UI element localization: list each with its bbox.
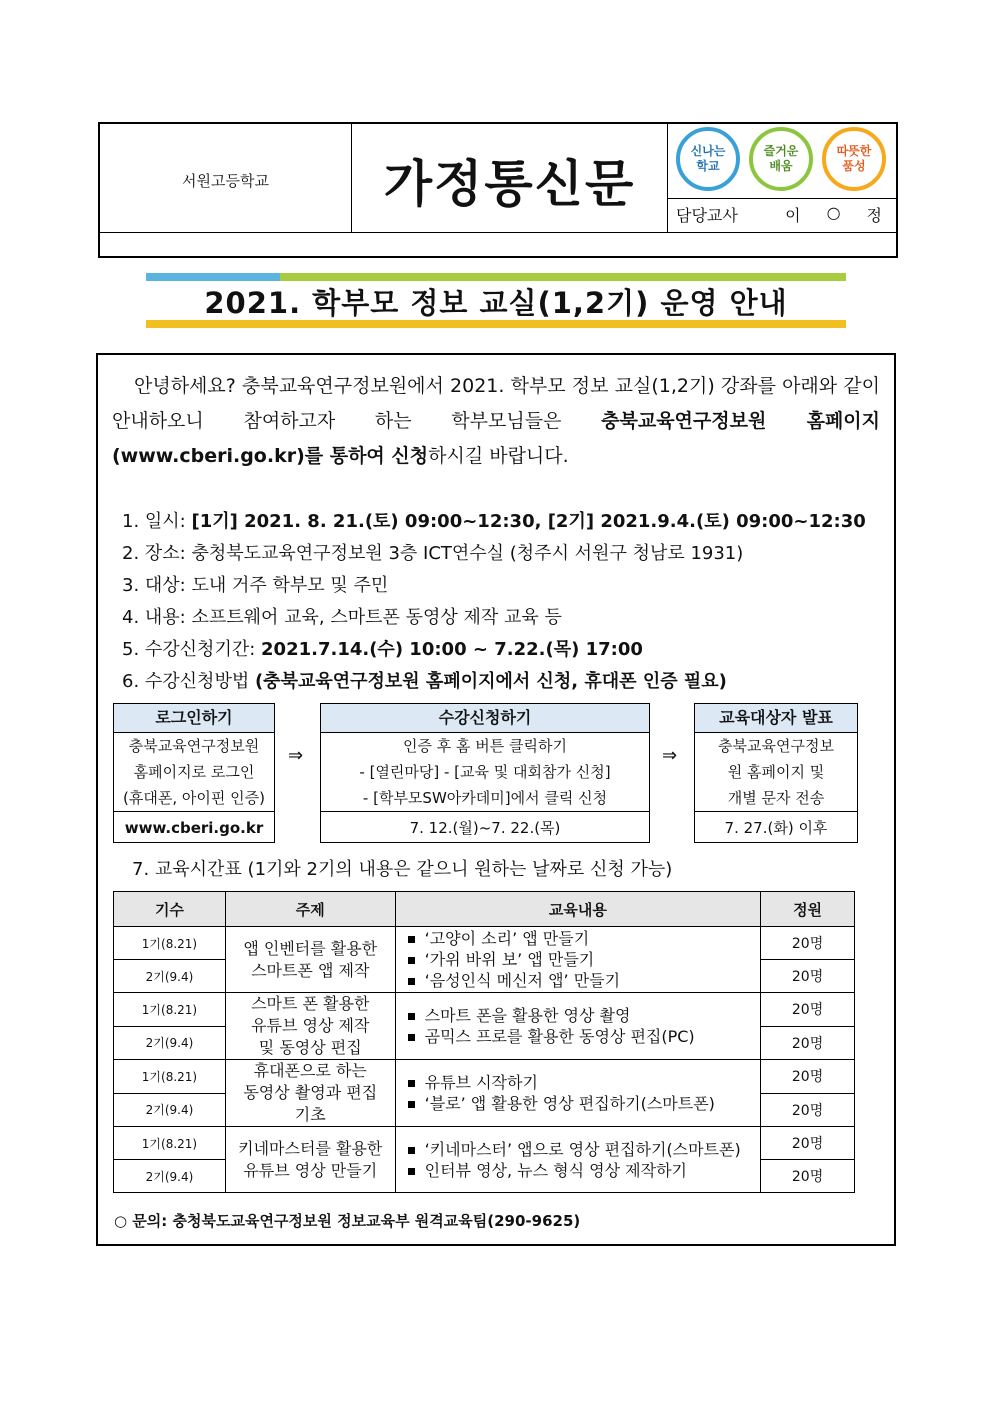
schedule-table bbox=[113, 891, 855, 1193]
capacity-cell: 20명 bbox=[761, 993, 855, 1027]
intro-paragraph bbox=[112, 369, 880, 474]
bullet-square-icon bbox=[408, 1034, 415, 1041]
term-cell: 2기(9.4) bbox=[114, 1160, 226, 1193]
flow-arrow-1: ⇒ bbox=[288, 745, 304, 766]
teacher-name-1: 이 bbox=[785, 206, 801, 225]
term-cell: 1기(8.21) bbox=[114, 993, 226, 1027]
bullet-square-icon bbox=[408, 1147, 415, 1154]
capacity-cell: 20명 bbox=[761, 1093, 855, 1127]
capacity-cell: 20명 bbox=[761, 927, 855, 960]
info-item-5: 5. 수강신청기간: 2021.7.14.(수) 10:00 ~ 7.22.(목) 17:00 bbox=[122, 639, 643, 660]
contact-info: ○ 문의: 충청북도교육연구정보원 정보교육부 원격교육팀(290-9625) bbox=[114, 1212, 581, 1230]
content-item: 곰믹스 프로를 활용한 동영상 편집(PC) bbox=[408, 1026, 760, 1047]
info-item-4: 4. 내용: 소프트웨어 교육, 스마트폰 동영상 제작 교육 등 bbox=[122, 607, 562, 628]
flow-arrow-2: ⇒ bbox=[662, 745, 678, 766]
topic-cell: 스마트 폰 활용한 유튜브 영상 제작 및 동영상 편집 bbox=[225, 993, 395, 1060]
content-box bbox=[96, 353, 896, 1246]
content-item: ‘가위 바위 보’ 앱 만들기 bbox=[408, 949, 760, 970]
header-topic: 주제 bbox=[225, 892, 395, 927]
capacity-cell: 20명 bbox=[761, 1026, 855, 1060]
table-row bbox=[114, 993, 855, 1027]
capacity-cell: 20명 bbox=[761, 960, 855, 993]
header-capacity: 정원 bbox=[761, 892, 855, 927]
bullet-square-icon bbox=[408, 1101, 415, 1108]
school-name: 서원고등학교 bbox=[182, 172, 269, 190]
teacher-label: 담당교사 bbox=[676, 206, 738, 225]
bullet-square-icon bbox=[408, 1080, 415, 1087]
info-item-3: 3. 대상: 도내 거주 학부모 및 주민 bbox=[122, 575, 389, 596]
topic-cell: 휴대폰으로 하는 동영상 촬영과 편집 기초 bbox=[225, 1060, 395, 1127]
slogan-badge-3: 따뜻한 품성 bbox=[822, 127, 886, 191]
content-item: ‘블로’ 앱 활용한 영상 편집하기(스마트폰) bbox=[408, 1093, 760, 1114]
content-item: 인터뷰 영상, 뉴스 형식 영상 제작하기 bbox=[408, 1160, 760, 1181]
content-item: ‘고양이 소리’ 앱 만들기 bbox=[408, 928, 760, 949]
schedule-title: 7. 교육시간표 (1기와 2기의 내용은 같으니 원하는 날짜로 신청 가능) bbox=[132, 859, 673, 880]
table-header-row bbox=[114, 892, 855, 927]
content-cell bbox=[395, 1127, 760, 1193]
bullet-square-icon bbox=[408, 1168, 415, 1175]
slogan-badge-1: 신나는 학교 bbox=[676, 127, 740, 191]
bullet-square-icon bbox=[408, 957, 415, 964]
bullet-square-icon bbox=[408, 1013, 415, 1020]
content-cell bbox=[395, 927, 760, 993]
topic-cell: 앱 인벤터를 활용한 스마트폰 앱 제작 bbox=[225, 927, 395, 993]
teacher-name-2: ○ bbox=[826, 203, 841, 222]
content-item: ‘음성인식 메신저 앱’ 만들기 bbox=[408, 970, 760, 991]
bullet-square-icon bbox=[408, 936, 415, 943]
table-row bbox=[114, 1127, 855, 1160]
info-item-6: 6. 수강신청방법 (충북교육연구정보원 홈페이지에서 신청, 휴대폰 인증 필요) bbox=[122, 671, 727, 692]
notice-title: 가정통신문 bbox=[383, 155, 636, 213]
term-cell: 2기(9.4) bbox=[114, 1093, 226, 1127]
title-bar-blue bbox=[146, 273, 280, 281]
teacher-name-3: 정 bbox=[866, 206, 882, 225]
capacity-cell: 20명 bbox=[761, 1160, 855, 1193]
flow-step-register: 수강신청하기 인증 후 홈 버튼 클릭하기 - [열린마당] - [교육 및 대회참가 신청] - [학부모SW아카데미]에서 클릭 신청 7. 12.(월)~7. 22.(목) bbox=[320, 703, 650, 843]
content-item: ‘키네마스터’ 앱으로 영상 편집하기(스마트폰) bbox=[408, 1139, 760, 1160]
term-cell: 1기(8.21) bbox=[114, 1127, 226, 1160]
header-term: 기수 bbox=[114, 892, 226, 927]
info-item-1: 1. 일시: [1기] 2021. 8. 21.(토) 09:00~12:30, [2기] 2021.9.4.(토) 09:00~12:30 bbox=[122, 511, 866, 532]
document-title: 2021. 학부모 정보 교실(1,2기) 운영 안내 bbox=[204, 286, 788, 320]
content-item: 유튜브 시작하기 bbox=[408, 1072, 760, 1093]
login-url: www.cberi.go.kr bbox=[124, 819, 264, 837]
header-box bbox=[98, 122, 898, 258]
bullet-square-icon bbox=[408, 978, 415, 985]
term-cell: 1기(8.21) bbox=[114, 1060, 226, 1094]
table-row bbox=[114, 1060, 855, 1094]
topic-cell: 키네마스터를 활용한 유튜브 영상 만들기 bbox=[225, 1127, 395, 1193]
info-item-2: 2. 장소: 충청북도교육연구정보원 3층 ICT연수실 (청주시 서원구 청남로 1931) bbox=[122, 543, 744, 564]
title-bar-yellow bbox=[146, 320, 846, 328]
content-cell bbox=[395, 993, 760, 1060]
teacher-info bbox=[676, 203, 886, 226]
header-content: 교육내용 bbox=[395, 892, 760, 927]
intro-text-1: 안녕하세요? 충북교육연구정보원에서 2021. 학부모 정보 교실(1,2기) 강좌를 아래와 같이 안내하오니 참여하고자 하는 학부모님들은 bbox=[112, 375, 880, 432]
flow-step-announce: 교육대상자 발표 충북교육연구정보 원 홈페이지 및 개별 문자 전송 7. 27.(화) 이후 bbox=[694, 703, 858, 843]
intro-bold: 충북교육연구정보원 홈페이지 (www.cberi.go.kr)를 통하여 신청 bbox=[112, 410, 881, 467]
term-cell: 1기(8.21) bbox=[114, 927, 226, 960]
content-cell bbox=[395, 1060, 760, 1127]
capacity-cell: 20명 bbox=[761, 1060, 855, 1094]
title-bar-green bbox=[280, 273, 846, 281]
content-item: 스마트 폰을 활용한 영상 촬영 bbox=[408, 1005, 760, 1026]
flow-step-login: 로그인하기 충북교육연구정보원 홈페이지로 로그인 (휴대폰, 아이핀 인증) www.cberi.go.kr bbox=[113, 703, 275, 843]
capacity-cell: 20명 bbox=[761, 1127, 855, 1160]
term-cell: 2기(9.4) bbox=[114, 960, 226, 993]
slogan-badge-2: 즐거운 배움 bbox=[749, 127, 813, 191]
intro-text-2: 하시길 바랍니다. bbox=[428, 445, 569, 467]
term-cell: 2기(9.4) bbox=[114, 1026, 226, 1060]
table-row bbox=[114, 927, 855, 960]
